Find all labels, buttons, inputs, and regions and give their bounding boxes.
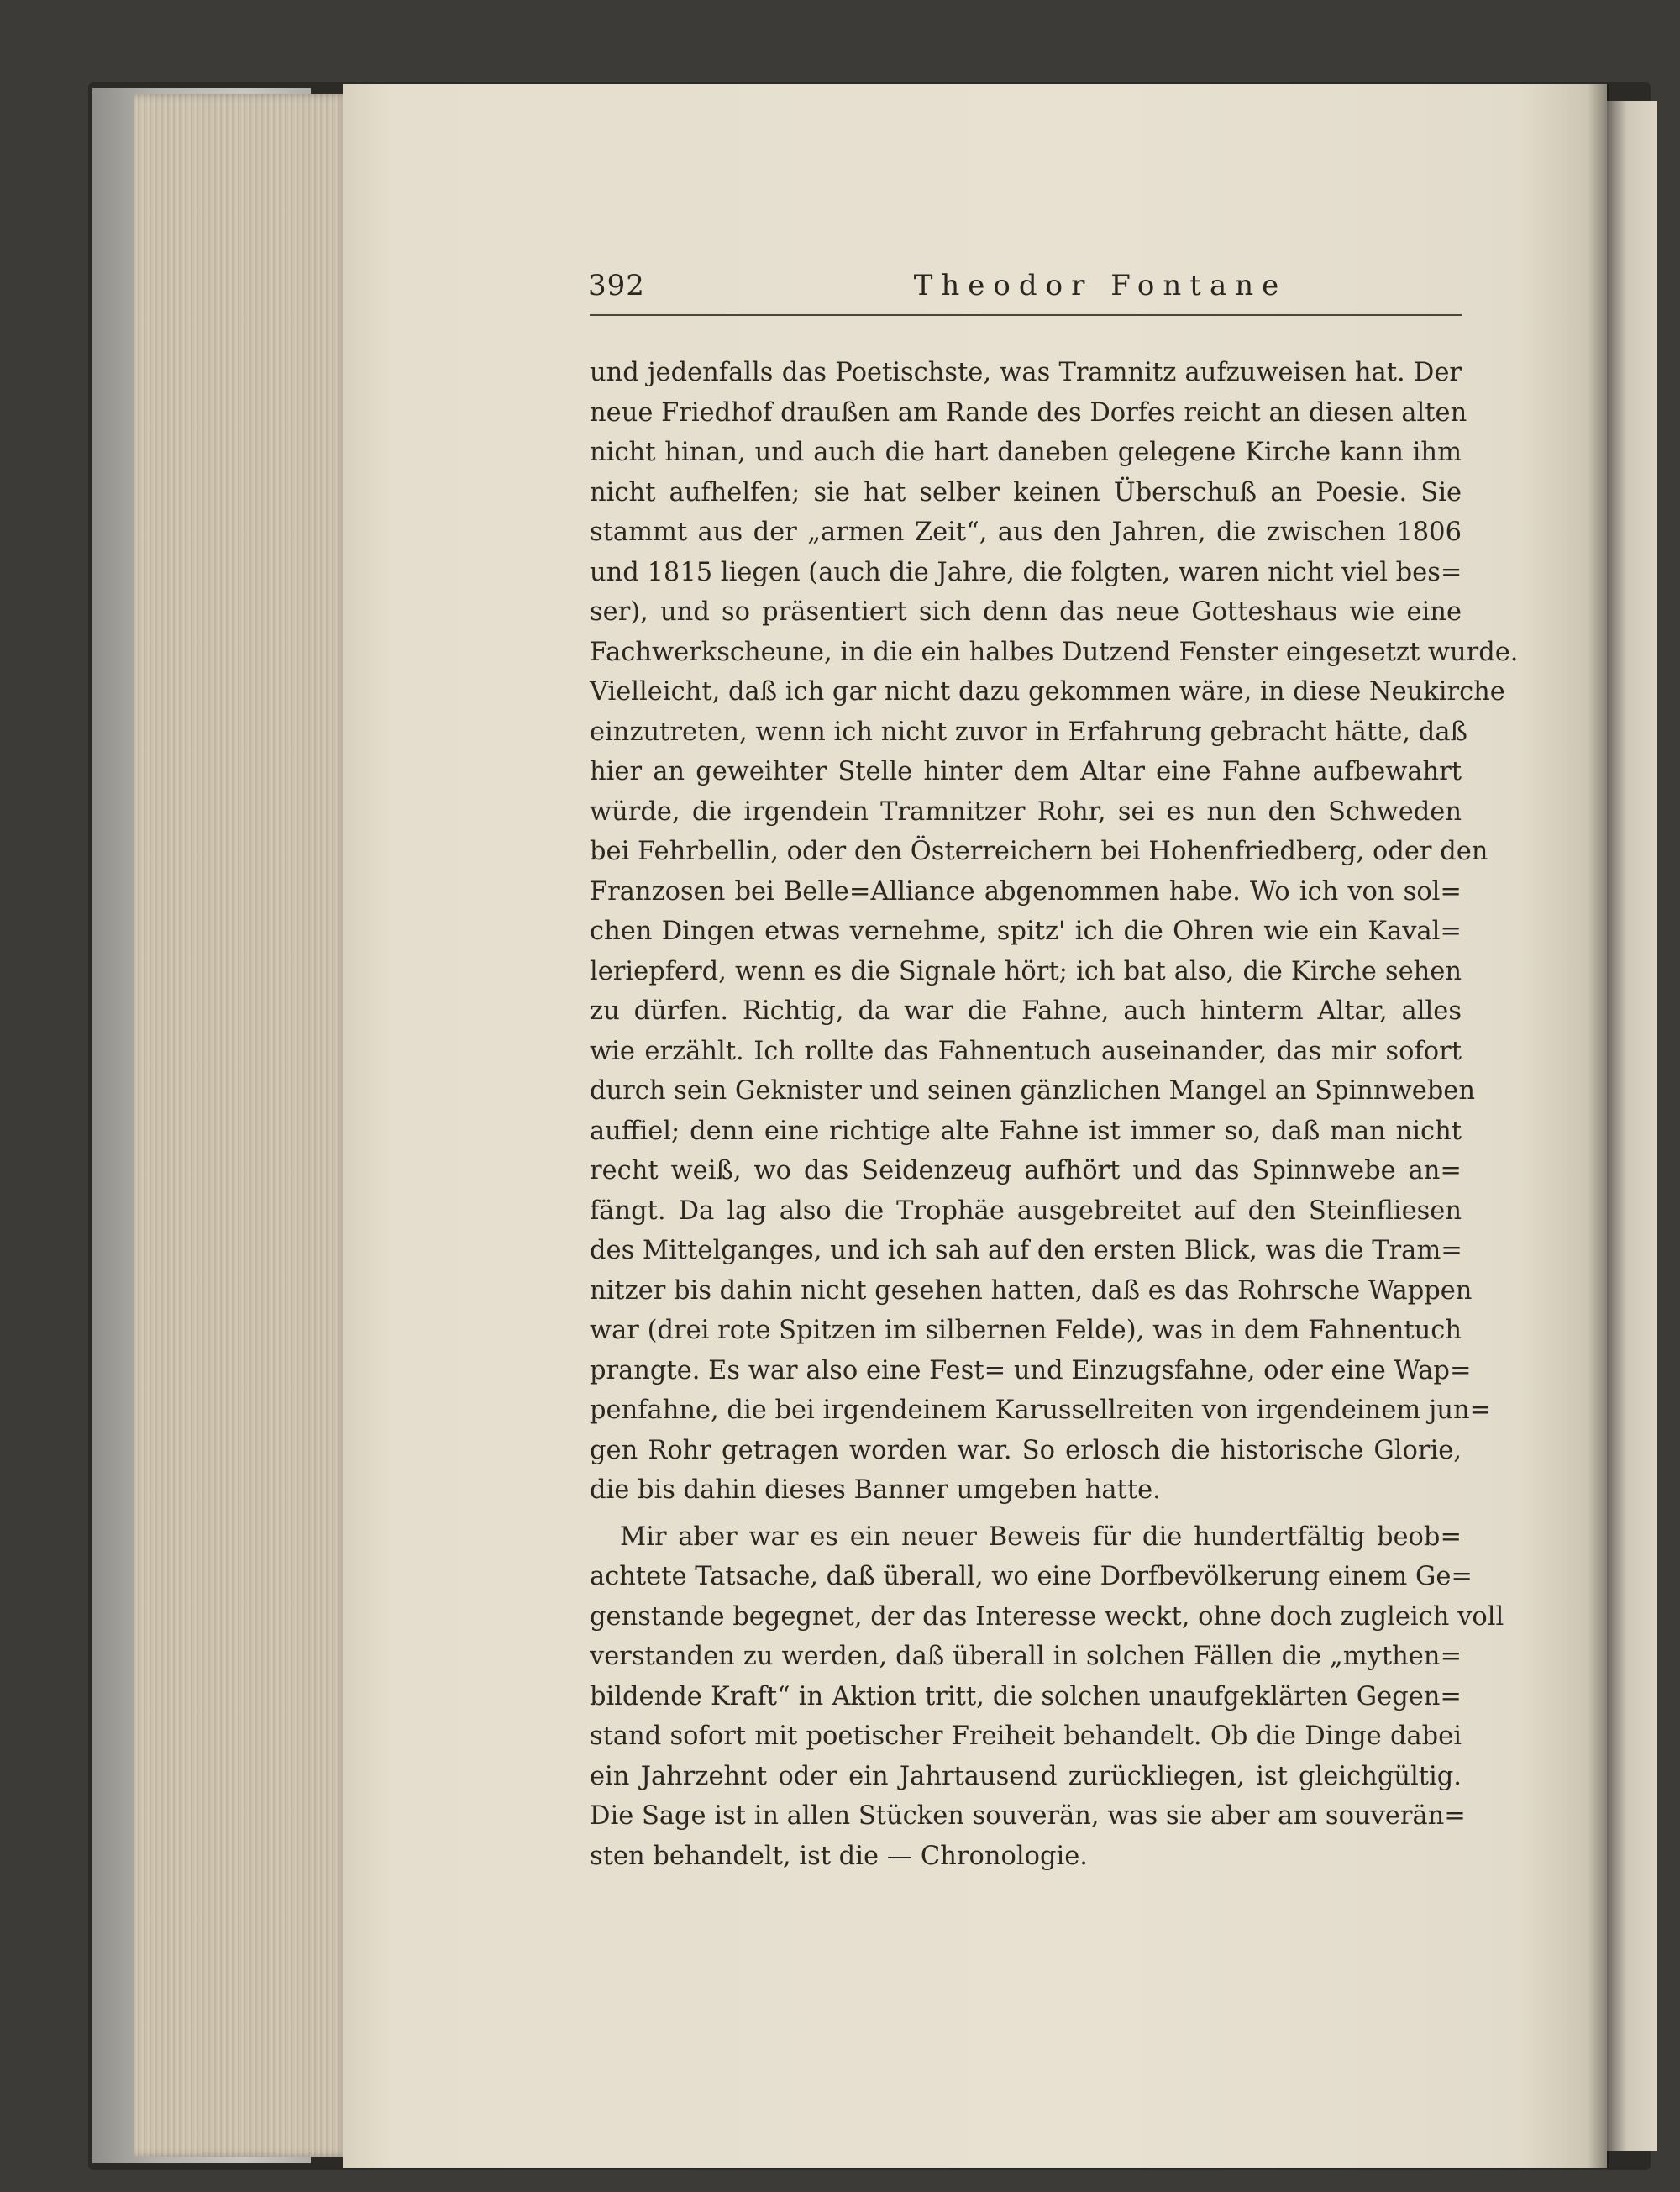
- text-line: wie erzählt. Ich rollte das Fahnentuch auseinander, das mir sofort: [590, 1036, 1462, 1066]
- text-line: bei Fehrbellin, oder den Österreichern bei Hohenfriedberg, oder den: [590, 837, 1488, 866]
- text-line: Fachwerkscheune, in die ein halbes Dutzend Fenster eingesetzt wurde.: [590, 637, 1519, 667]
- text-line: Franzosen bei Belle=Alliance abgenommen habe. Wo ich von sol=: [590, 876, 1462, 907]
- text-line: nicht hinan, und auch die hart daneben gelegene Kirche kann ihm: [590, 438, 1462, 467]
- text-line: durch sein Geknister und seinen gänzlichen Mangel an Spinnweben: [590, 1076, 1475, 1106]
- text-line: sten behandelt, ist die — Chronologie.: [590, 1841, 1088, 1871]
- running-head-title: Theodor Fontane: [913, 269, 1288, 302]
- text-line: stand sofort mit poetischer Freiheit behandelt. Ob die Dinge dabei: [590, 1722, 1462, 1751]
- text-line: zu dürfen. Richtig, da war die Fahne, auch hinterm Altar, alles: [590, 996, 1462, 1026]
- text-line: Vielleicht, daß ich gar nicht dazu gekommen wäre, in diese Neukirche: [590, 677, 1505, 707]
- text-line: einzutreten, wenn ich nicht zuvor in Erfahrung gebracht hätte, daß: [590, 717, 1467, 747]
- text-line: des Mittelganges, und ich sah auf den ersten Blick, was die Tram=: [590, 1236, 1462, 1265]
- text-line: gen Rohr getragen worden war. So erlosch die historische Glorie,: [590, 1435, 1462, 1465]
- text-line: chen Dingen etwas vernehme, spitz' ich die Ohren wie ein Kaval=: [590, 917, 1462, 946]
- text-line: und 1815 liegen (auch die Jahre, die folgten, waren nicht viel bes=: [590, 557, 1462, 587]
- running-head: [588, 262, 1462, 309]
- facing-page-edge: [1607, 101, 1657, 2151]
- text-line: fängt. Da lag also die Trophäe ausgebreitet auf den Steinfliesen: [590, 1196, 1462, 1226]
- text-line: achtete Tatsache, daß überall, wo eine Dorfbevölkerung einem Ge=: [590, 1562, 1473, 1591]
- text-line: genstande begegnet, der das Interesse weckt, ohne doch zugleich voll: [590, 1601, 1504, 1632]
- text-line: nitzer bis dahin nicht gesehen hatten, daß es das Rohrsche Wappen: [590, 1275, 1473, 1306]
- body-text: [590, 353, 1519, 1876]
- header-rule: [590, 314, 1462, 316]
- text-line: Mir aber war es ein neuer Beweis für die hundertfältig beob=: [620, 1522, 1462, 1552]
- page-number: 392: [588, 269, 645, 302]
- text-line: war (drei rote Spitzen im silbernen Felde), was in dem Fahnentuch: [590, 1316, 1462, 1345]
- text-line: verstanden zu werden, daß überall in solchen Fällen die „mythen=: [590, 1642, 1462, 1671]
- text-line: penfahne, die bei irgendeinem Karussellreiten von irgendeinem jun=: [590, 1396, 1492, 1425]
- page-edges: [134, 94, 349, 2157]
- text-line: und jedenfalls das Poetischste, was Tramnitz aufzuweisen hat. Der: [590, 358, 1462, 387]
- text-line: ein Jahrzehnt oder ein Jahrtausend zurückliegen, ist gleichgültig.: [590, 1761, 1462, 1791]
- paragraph: [590, 1517, 1504, 1877]
- paragraph-gap: [590, 1511, 1462, 1517]
- text-line: leriepferd, wenn es die Signale hört; ich bat also, die Kirche sehen: [590, 956, 1462, 986]
- text-line: ser), und so präsentiert sich denn das neue Gotteshaus wie eine: [590, 597, 1462, 627]
- text-line: hier an geweihter Stelle hinter dem Altar eine Fahne aufbewahrt: [590, 757, 1462, 786]
- text-line: Die Sage ist in allen Stücken souverän, was sie aber am souverän=: [590, 1801, 1466, 1831]
- text-line: bildende Kraft“ in Aktion tritt, die solchen unaufgeklärten Gegen=: [590, 1681, 1462, 1711]
- text-line: neue Friedhof draußen am Rande des Dorfes reicht an diesen alten: [590, 397, 1467, 428]
- text-line: nicht aufhelfen; sie hat selber keinen Überschuß an Poesie. Sie: [590, 477, 1462, 507]
- text-line: würde, die irgendein Tramnitzer Rohr, sei es nun den Schweden: [590, 796, 1462, 827]
- text-line: stammt aus der „armen Zeit“, aus den Jahren, die zwischen 1806: [590, 518, 1462, 547]
- text-line: recht weiß, wo das Seidenzeug aufhört und das Spinnwebe an=: [590, 1156, 1462, 1185]
- text-line: die bis dahin dieses Banner umgeben hatte.: [590, 1475, 1161, 1505]
- text-line: auffiel; denn eine richtige alte Fahne ist immer so, daß man nicht: [590, 1116, 1462, 1146]
- text-line: prangte. Es war also eine Fest= und Einzugsfahne, oder eine Wap=: [590, 1355, 1472, 1385]
- paragraph: [590, 353, 1519, 1511]
